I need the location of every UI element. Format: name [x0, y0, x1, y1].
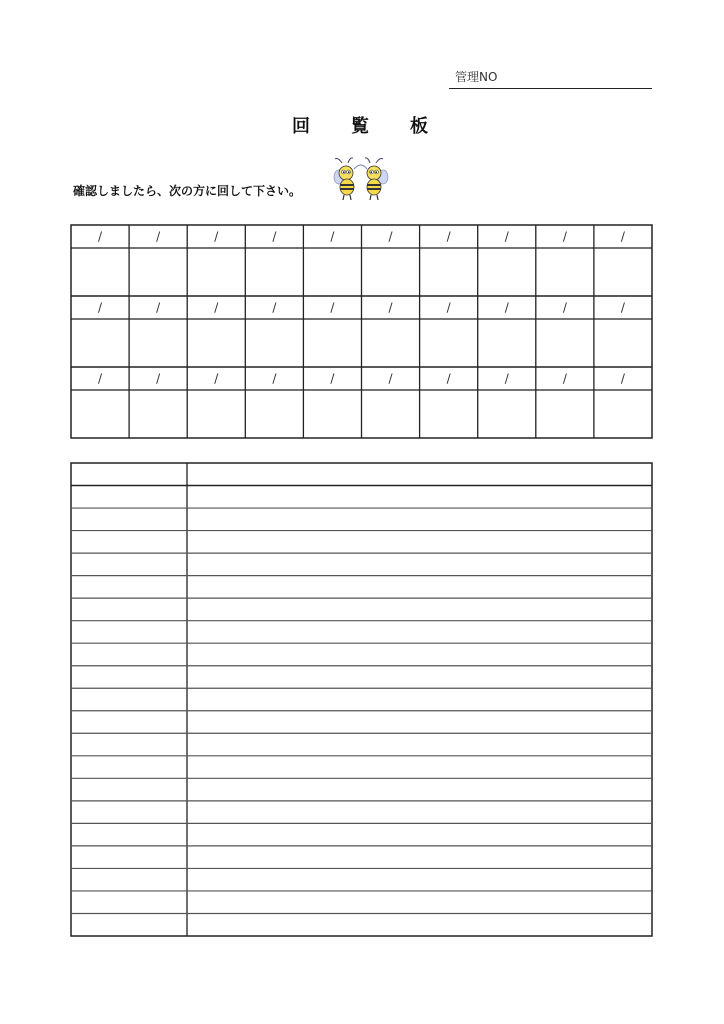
date-separator: / — [504, 229, 509, 244]
date-separator: / — [330, 300, 335, 315]
log-table-cell-left[interactable] — [72, 824, 186, 845]
signature-cell[interactable] — [421, 320, 477, 366]
signature-cell[interactable] — [537, 249, 593, 295]
signature-cell[interactable] — [421, 391, 477, 437]
date-separator: / — [388, 371, 393, 386]
date-separator: / — [562, 371, 567, 386]
signature-cell[interactable] — [304, 320, 360, 366]
signature-cell[interactable] — [72, 391, 128, 437]
log-table-cell-right[interactable] — [188, 554, 651, 575]
date-separator: / — [156, 371, 161, 386]
log-table-cell-right[interactable] — [188, 869, 651, 890]
signature-cell[interactable] — [188, 249, 244, 295]
log-table-cell-right[interactable] — [188, 622, 651, 643]
log-table-cell-right[interactable] — [188, 464, 651, 485]
signature-cell[interactable] — [188, 320, 244, 366]
date-separator: / — [214, 229, 219, 244]
date-separator: / — [272, 371, 277, 386]
signature-cell[interactable] — [246, 391, 302, 437]
instruction-text: 確認しましたら、次の方に回して下さい。 — [73, 184, 302, 198]
date-separator: / — [446, 371, 451, 386]
signature-cell[interactable] — [246, 249, 302, 295]
date-separator: / — [156, 300, 161, 315]
signature-cell[interactable] — [479, 320, 535, 366]
log-table-cell-right[interactable] — [188, 712, 651, 733]
date-separator: / — [98, 371, 103, 386]
log-table-cell-right[interactable] — [188, 914, 651, 935]
log-table-cell-left[interactable] — [72, 622, 186, 643]
date-separator: / — [620, 371, 625, 386]
date-separator: / — [98, 229, 103, 244]
date-separator: / — [620, 229, 625, 244]
date-separator: / — [620, 300, 625, 315]
log-table-cell-left[interactable] — [72, 779, 186, 800]
date-separator: / — [214, 300, 219, 315]
title-char-2: 覧 — [351, 116, 369, 137]
signature-cell[interactable] — [304, 391, 360, 437]
log-table-cell-left[interactable] — [72, 487, 186, 508]
signature-cell[interactable] — [188, 391, 244, 437]
log-table-cell-right[interactable] — [188, 734, 651, 755]
date-grid — [71, 225, 652, 438]
log-table-cell-right[interactable] — [188, 577, 651, 598]
log-table-cell-left[interactable] — [72, 892, 186, 913]
log-table-cell-left[interactable] — [72, 712, 186, 733]
log-table-cell-right[interactable] — [188, 847, 651, 868]
signature-cell[interactable] — [595, 249, 651, 295]
log-table-cell-left[interactable] — [72, 869, 186, 890]
log-table-cell-right[interactable] — [188, 532, 651, 553]
signature-cell[interactable] — [363, 391, 419, 437]
log-table-cell-left[interactable] — [72, 599, 186, 620]
date-separator: / — [272, 300, 277, 315]
date-separator: / — [446, 229, 451, 244]
log-table — [71, 463, 652, 936]
signature-cell[interactable] — [363, 320, 419, 366]
log-table-cell-left[interactable] — [72, 532, 186, 553]
log-table-cell-left[interactable] — [72, 577, 186, 598]
title-char-1: 回 — [292, 116, 310, 137]
signature-cell[interactable] — [537, 391, 593, 437]
log-table-cell-right[interactable] — [188, 667, 651, 688]
signature-cell[interactable] — [363, 249, 419, 295]
signature-cell[interactable] — [130, 249, 186, 295]
log-table-cell-right[interactable] — [188, 599, 651, 620]
signature-cell[interactable] — [479, 391, 535, 437]
log-table-cell-right[interactable] — [188, 509, 651, 530]
log-table-cell-right[interactable] — [188, 779, 651, 800]
title-char-3: 板 — [410, 116, 428, 137]
log-table-cell-left[interactable] — [72, 802, 186, 823]
signature-cell[interactable] — [72, 320, 128, 366]
date-separator: / — [272, 229, 277, 244]
log-table-cell-right[interactable] — [188, 487, 651, 508]
log-table-cell-right[interactable] — [188, 892, 651, 913]
date-separator: / — [562, 300, 567, 315]
log-table-cell-right[interactable] — [188, 689, 651, 710]
signature-cell[interactable] — [246, 320, 302, 366]
log-table-cell-left[interactable] — [72, 667, 186, 688]
management-number-label: 管理NO — [455, 70, 498, 84]
log-table-cell-right[interactable] — [188, 802, 651, 823]
signature-cell[interactable] — [595, 391, 651, 437]
log-table-cell-left[interactable] — [72, 464, 186, 485]
date-separator: / — [214, 371, 219, 386]
signature-cell[interactable] — [421, 249, 477, 295]
log-table-cell-left[interactable] — [72, 734, 186, 755]
signature-cell[interactable] — [130, 391, 186, 437]
date-separator: / — [388, 300, 393, 315]
log-table-cell-right[interactable] — [188, 824, 651, 845]
signature-cell[interactable] — [537, 320, 593, 366]
log-table-cell-right[interactable] — [188, 757, 651, 778]
date-separator: / — [562, 229, 567, 244]
date-separator: / — [330, 229, 335, 244]
signature-cell[interactable] — [479, 249, 535, 295]
date-separator: / — [446, 300, 451, 315]
date-separator: / — [98, 300, 103, 315]
signature-cell[interactable] — [595, 320, 651, 366]
log-table-cell-right[interactable] — [188, 644, 651, 665]
signature-cell[interactable] — [72, 249, 128, 295]
log-table-cell-left[interactable] — [72, 509, 186, 530]
date-separator: / — [504, 300, 509, 315]
log-table-cell-left[interactable] — [72, 757, 186, 778]
signature-cell[interactable] — [304, 249, 360, 295]
date-separator: / — [504, 371, 509, 386]
log-table-cell-left[interactable] — [72, 847, 186, 868]
signature-cell[interactable] — [130, 320, 186, 366]
date-separator: / — [330, 371, 335, 386]
log-table-cell-left[interactable] — [72, 689, 186, 710]
log-table-cell-left[interactable] — [72, 914, 186, 935]
log-table-cell-left[interactable] — [72, 644, 186, 665]
date-separator: / — [156, 229, 161, 244]
date-separator: / — [388, 229, 393, 244]
log-table-cell-left[interactable] — [72, 554, 186, 575]
